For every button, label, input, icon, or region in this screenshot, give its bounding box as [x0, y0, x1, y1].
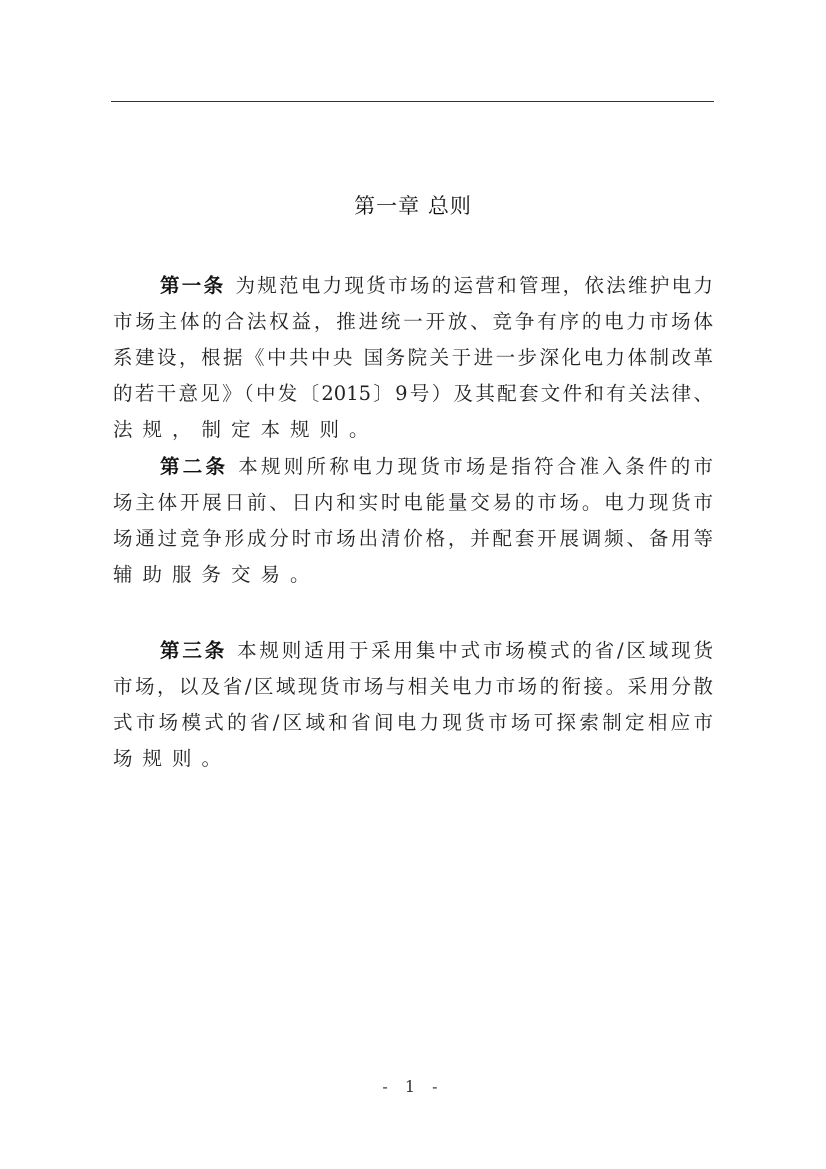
article-line: 系建设，根据《中共中央 国务院关于进一步深化电力体制改革 — [113, 346, 713, 369]
article-line: 式市场模式的省/区域和省间电力现货市场可探索制定相应市 — [113, 711, 713, 734]
article-line: 场通过竞争形成分时市场出清价格，并配套开展调频、备用等 — [113, 527, 713, 550]
article-line: 市场主体的合法权益，推进统一开放、竞争有序的电力市场体 — [113, 310, 713, 333]
article-label: 第二条 — [160, 455, 229, 478]
article-line — [160, 449, 713, 485]
article-line: 法规，制定本规则。 — [113, 418, 379, 441]
article-line: 的若干意见》（中发〔2015〕9号）及其配套文件和有关法律、 — [113, 382, 713, 405]
article-line: 辅助服务交易。 — [113, 563, 320, 586]
header-rule — [111, 101, 714, 102]
chapter-title: 第一章 总则 — [354, 194, 472, 218]
article-line: 市场，以及省/区域现货市场与相关电力市场的衔接。采用分散 — [113, 675, 713, 698]
article-label: 第三条 — [160, 639, 228, 662]
page-number: - 1 - — [382, 1077, 444, 1096]
article-label: 第一条 — [160, 274, 226, 297]
article-line — [160, 633, 713, 669]
article-text: 本规则适用于采用集中式市场模式的省/区域现货 — [237, 639, 713, 662]
article-line: 场规则。 — [113, 747, 232, 770]
article-text: 为规范电力现货市场的运营和管理，依法维护电力 — [235, 274, 713, 297]
article-line — [160, 268, 713, 304]
article-text: 本规则所称电力现货市场是指符合准入条件的市 — [238, 455, 713, 478]
article-line: 场主体开展日前、日内和实时电能量交易的市场。电力现货市 — [113, 491, 713, 514]
